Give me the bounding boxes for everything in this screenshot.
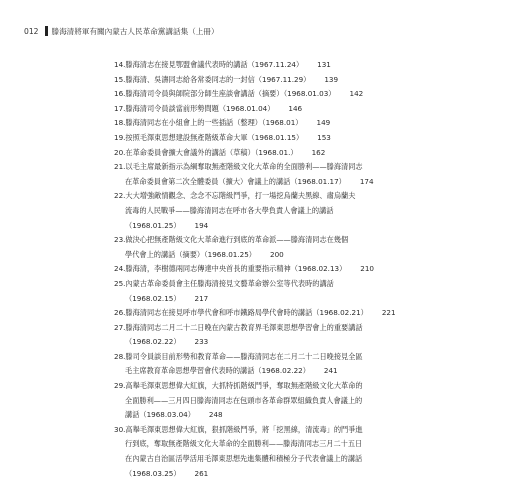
toc-entry-text: （1968.02.15） (125, 293, 181, 303)
toc-entry-text: 講話（1968.03.04） (125, 410, 195, 420)
toc-page-number: 131 (317, 60, 331, 69)
toc-line (114, 394, 494, 409)
toc-page-number: 248 (208, 410, 223, 420)
toc-line (114, 437, 494, 452)
toc-entry-text: 18.滕海清同志在小組會上的一些插話（整理）（1968.01） (114, 118, 303, 128)
toc-line (114, 189, 494, 204)
toc-page-number: 241 (323, 366, 338, 376)
running-header (24, 24, 219, 38)
toc-entry-text: （1968.02.22） (125, 337, 181, 347)
toc-entry-text: 全面勝利——三月四日滕海清同志在包頭市各革命群眾組織負責人會議上的 (125, 395, 363, 405)
toc-line (114, 58, 494, 73)
toc-line (114, 379, 494, 394)
toc-page-number: 200 (270, 249, 284, 259)
toc-page-number: 162 (311, 147, 326, 157)
toc-entry-text: 15.滕海清、吳濤同志給各常委同志的一封信（1967.11.29） (114, 74, 311, 84)
toc-line (114, 73, 494, 88)
toc-page-number: 210 (360, 264, 374, 274)
toc-line (114, 160, 494, 175)
toc-page-number: 194 (194, 220, 209, 230)
toc-entry-text: 30.高舉毛澤東思想偉大紅旗，狠抓階級鬥爭，將「挖黑線，清流毒」的鬥爭進 (114, 424, 363, 434)
toc-line (114, 423, 494, 438)
toc-entry-text: 在革命委員會第二次全體委員（擴大）會議上的講話（1968.01.17） (125, 176, 346, 186)
toc-line (114, 248, 494, 263)
table-of-contents (114, 58, 494, 481)
toc-page-number: 153 (317, 132, 331, 142)
toc-page-number: 142 (349, 89, 364, 99)
toc-line (114, 335, 494, 350)
book-title: 滕海清將軍有關內蒙古人民革命黨講話集（上冊） (51, 26, 219, 36)
toc-entry-text: 20.在革命委員會擴大會議外的講話（草稿）（1968.01.） (114, 147, 298, 157)
toc-line (114, 219, 494, 234)
header-bar-mark (45, 26, 48, 36)
toc-line (114, 146, 494, 161)
toc-page-number: 146 (288, 103, 303, 113)
toc-line (114, 350, 494, 365)
toc-line (114, 452, 494, 467)
toc-line (114, 116, 494, 131)
toc-page-number: 149 (316, 118, 331, 128)
toc-entry-text: 21.以毛主席最新指示為綱奪取無產階級文化大革命的全面勝利——滕海清同志 (114, 162, 363, 172)
toc-line (114, 467, 494, 482)
toc-entry-text: 14.滕海清志在接見鄂盟會議代表時的講話（1967.11.24） (114, 60, 304, 69)
toc-line (114, 204, 494, 219)
toc-entry-text: 24.滕海清，李樹德兩同志傳達中央首長的重要指示精神（1968.02.13） (114, 264, 347, 274)
toc-entry-text: 在內蒙古自治區活學活用毛澤東思想先進集體和積極分子代表會議上的講話 (125, 454, 363, 464)
toc-entry-text: 行到底，奪取無產階級文化大革命的全面勝利——滕海清同志三月二十五日 (125, 439, 363, 449)
toc-entry-text: 28.滕司令員談目前形勢和教育革命——滕海清同志在二月二十二日晚接見全區 (114, 351, 363, 361)
toc-page-number: 174 (359, 176, 374, 186)
toc-page-number: 139 (324, 74, 339, 84)
toc-entry-text: （1968.03.25） (125, 468, 181, 478)
toc-line (114, 262, 494, 277)
toc-page-number: 217 (194, 293, 209, 303)
toc-entry-text: 毛主席教育革命思想學習會代表時的講話（1968.02.22） (125, 366, 310, 376)
toc-entry-text: 25.內蒙古革命委員會主任滕海清接見文藝革命辦公室等代表時的講話 (114, 278, 334, 288)
toc-line (114, 87, 494, 102)
toc-line (114, 102, 494, 117)
toc-line (114, 408, 494, 423)
toc-entry-text: 27.滕海清同志二月二十二日晚在內蒙古教育界毛澤東思想學習會上的重要講話 (114, 322, 363, 332)
toc-entry-text: 流毒的人民戰爭——滕海清同志在呼市各大學負責人會議上的講話 (125, 205, 334, 215)
toc-page-number: 261 (194, 468, 209, 478)
toc-line (114, 233, 494, 248)
toc-entry-text: 22.大大增強敵情觀念、念念不忘階級鬥爭，打一場挖烏蘭夫黑線、肅烏蘭夫 (114, 191, 356, 201)
toc-entry-text: 16.滕海清司令員與師院部分師生座談會講話（摘要）（1968.01.03） (114, 89, 336, 99)
page-number: 012 (24, 26, 39, 36)
toc-entry-text: 29.高舉毛澤東思想偉大紅旗，大抓特抓階級鬥爭，奪取無產階級文化大革命的 (114, 381, 363, 391)
toc-entry-text: 17.滕海清司令員談當前形勢問題（1968.01.04） (114, 103, 275, 113)
toc-page-number: 221 (381, 308, 396, 318)
toc-line (114, 292, 494, 307)
toc-entry-text: 23.做決心把無產階級文化大革命進行到底的革命派——滕海清同志在幾個 (114, 235, 349, 245)
toc-line (114, 306, 494, 321)
toc-entry-text: 26.滕海清同志在接見呼市學代會和呼市鐵路局學代會時的講話（1968.02.21） (114, 308, 368, 318)
toc-entry-text: 19.按照毛澤東思想建設無產階級革命大軍（1968.01.15） (114, 132, 304, 142)
toc-line (114, 131, 494, 146)
toc-line (114, 175, 494, 190)
toc-line (114, 277, 494, 292)
toc-entry-text: （1968.01.25） (125, 220, 181, 230)
toc-line (114, 321, 494, 336)
toc-line (114, 364, 494, 379)
toc-entry-text: 學代會上的講話（摘要）（1968.01.25） (125, 249, 256, 259)
toc-page-number: 233 (194, 337, 209, 347)
